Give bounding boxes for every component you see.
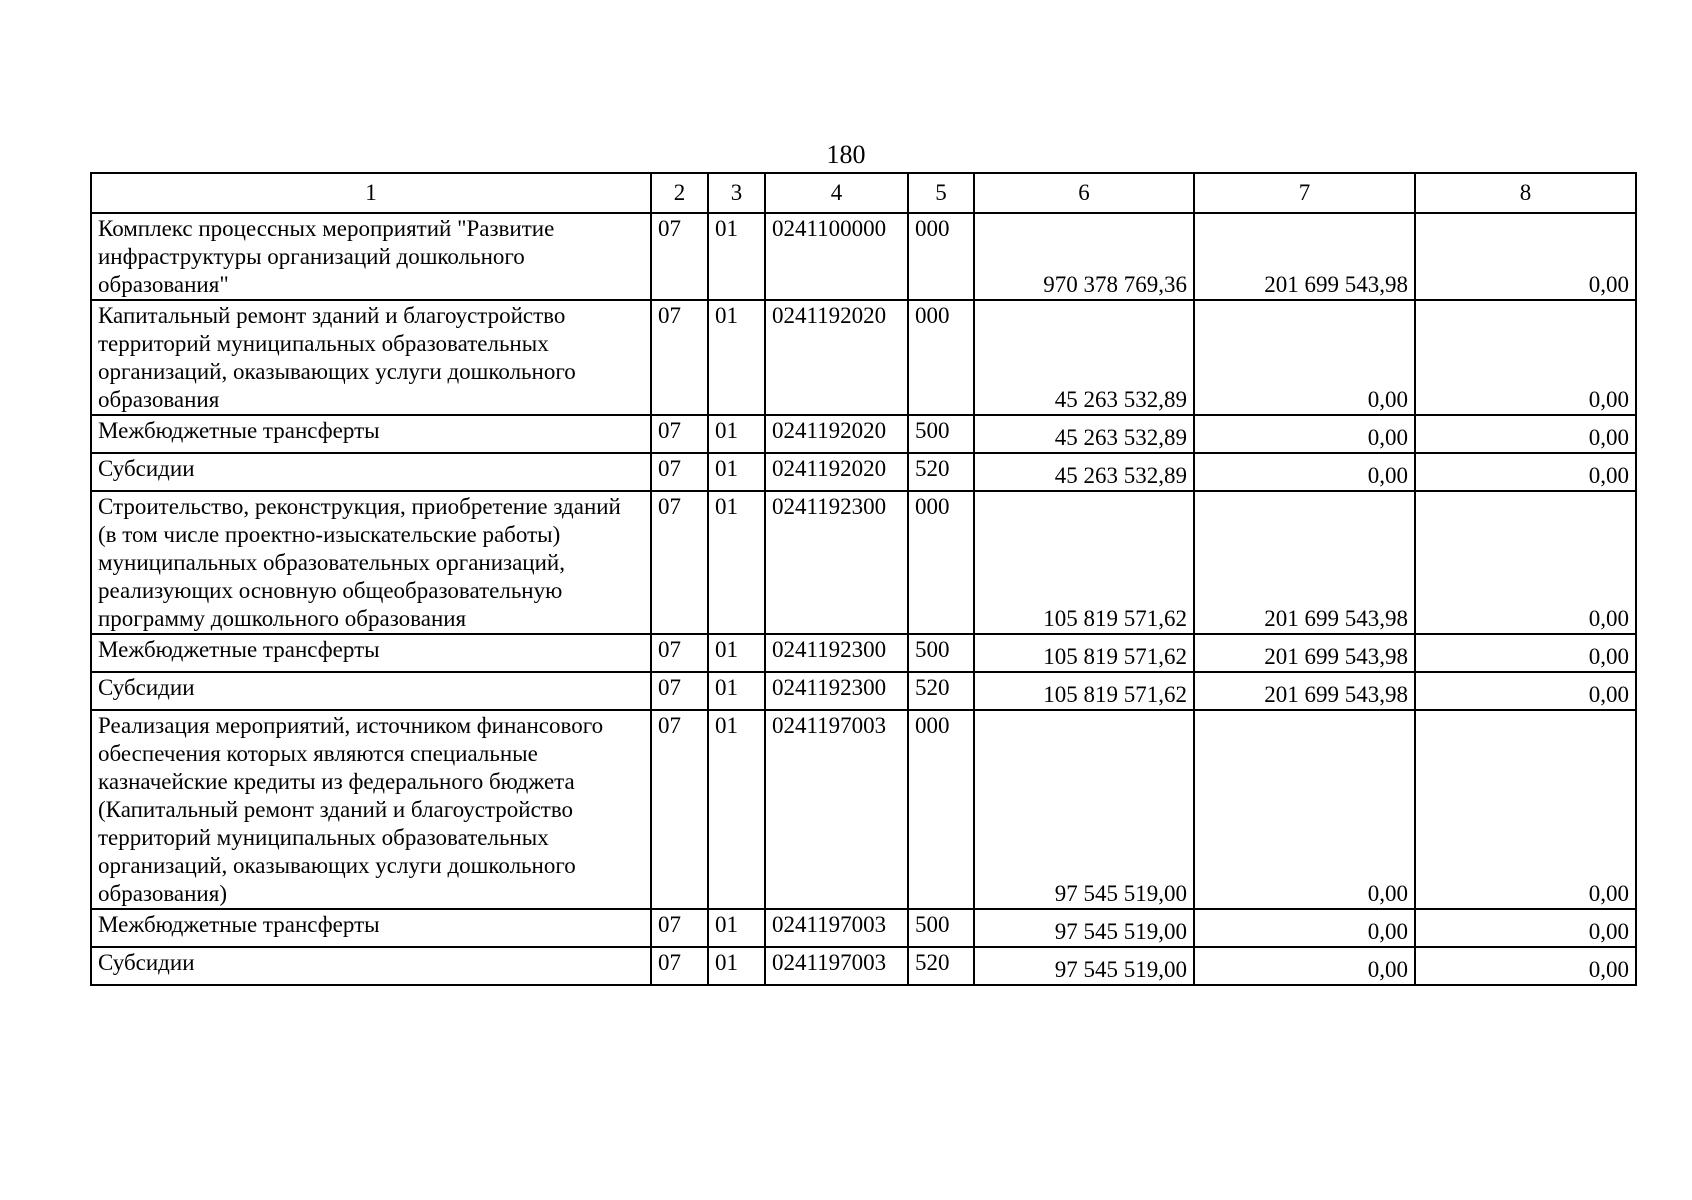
amount-col6-cell: 105 819 571,62 [974, 491, 1194, 634]
amount-col8-cell: 0,00 [1415, 415, 1636, 453]
amount-col6-cell: 97 545 519,00 [974, 710, 1194, 909]
amount-col7-cell: 0,00 [1194, 710, 1415, 909]
expense-type-cell: 000 [908, 213, 974, 300]
expense-type-cell: 000 [908, 491, 974, 634]
target-article-cell: 0241192020 [765, 300, 908, 415]
target-article-cell: 0241100000 [765, 213, 908, 300]
amount-col8-cell: 0,00 [1415, 947, 1636, 985]
table-row [91, 453, 1636, 491]
page-number: 180 [826, 140, 866, 169]
table-row [91, 909, 1636, 947]
column-header: 8 [1415, 173, 1636, 213]
expense-name-cell: Межбюджетные трансферты [91, 415, 651, 453]
amount-col8-cell: 0,00 [1415, 300, 1636, 415]
table-row [91, 947, 1636, 985]
expense-name-cell: Межбюджетные трансферты [91, 634, 651, 672]
target-article-cell: 0241197003 [765, 947, 908, 985]
expense-type-cell: 000 [908, 710, 974, 909]
target-article-cell: 0241197003 [765, 710, 908, 909]
amount-col7-cell: 0,00 [1194, 453, 1415, 491]
column-header: 3 [708, 173, 765, 213]
target-article-cell: 0241192300 [765, 491, 908, 634]
expense-type-cell: 500 [908, 415, 974, 453]
column-header: 7 [1194, 173, 1415, 213]
amount-col7-cell: 0,00 [1194, 300, 1415, 415]
amount-col6-cell: 45 263 532,89 [974, 415, 1194, 453]
amount-col7-cell: 0,00 [1194, 947, 1415, 985]
target-article-cell: 0241192020 [765, 415, 908, 453]
column-header: 5 [908, 173, 974, 213]
section-code-cell: 07 [651, 300, 708, 415]
table-header-row [91, 173, 1636, 213]
amount-col7-cell: 201 699 543,98 [1194, 491, 1415, 634]
amount-col8-cell: 0,00 [1415, 672, 1636, 710]
column-header: 1 [91, 173, 651, 213]
subsection-code-cell: 01 [708, 672, 765, 710]
expense-name-cell: Субсидии [91, 672, 651, 710]
subsection-code-cell: 01 [708, 710, 765, 909]
expense-name-cell: Реализация мероприятий, источником финансового обеспечения которых являются специальные казначейские кредиты из федерального бюджета (Капитальный ремонт зданий и благоустройство территорий муниципальных образовательных организаций, оказывающих услуги дошкольного образования) [91, 710, 651, 909]
amount-col8-cell: 0,00 [1415, 213, 1636, 300]
target-article-cell: 0241192300 [765, 634, 908, 672]
section-code-cell: 07 [651, 415, 708, 453]
section-code-cell: 07 [651, 453, 708, 491]
table-row [91, 300, 1636, 415]
target-article-cell: 0241192300 [765, 672, 908, 710]
amount-col7-cell: 0,00 [1194, 415, 1415, 453]
subsection-code-cell: 01 [708, 213, 765, 300]
expense-type-cell: 500 [908, 909, 974, 947]
subsection-code-cell: 01 [708, 909, 765, 947]
amount-col7-cell: 201 699 543,98 [1194, 672, 1415, 710]
amount-col8-cell: 0,00 [1415, 710, 1636, 909]
table-row [91, 415, 1636, 453]
amount-col6-cell: 45 263 532,89 [974, 453, 1194, 491]
amount-col6-cell: 105 819 571,62 [974, 634, 1194, 672]
expense-type-cell: 520 [908, 672, 974, 710]
subsection-code-cell: 01 [708, 415, 765, 453]
amount-col6-cell: 45 263 532,89 [974, 300, 1194, 415]
subsection-code-cell: 01 [708, 300, 765, 415]
amount-col7-cell: 201 699 543,98 [1194, 634, 1415, 672]
subsection-code-cell: 01 [708, 491, 765, 634]
column-header: 4 [765, 173, 908, 213]
amount-col6-cell: 97 545 519,00 [974, 947, 1194, 985]
expense-name-cell: Капитальный ремонт зданий и благоустройство территорий муниципальных образовательных организаций, оказывающих услуги дошкольного образования [91, 300, 651, 415]
amount-col8-cell: 0,00 [1415, 453, 1636, 491]
table-row [91, 491, 1636, 634]
section-code-cell: 07 [651, 213, 708, 300]
subsection-code-cell: 01 [708, 947, 765, 985]
section-code-cell: 07 [651, 672, 708, 710]
expense-name-cell: Субсидии [91, 453, 651, 491]
column-header: 2 [651, 173, 708, 213]
table-row [91, 710, 1636, 909]
table-row [91, 213, 1636, 300]
amount-col7-cell: 0,00 [1194, 909, 1415, 947]
target-article-cell: 0241192020 [765, 453, 908, 491]
amount-col6-cell: 970 378 769,36 [974, 213, 1194, 300]
amount-col6-cell: 105 819 571,62 [974, 672, 1194, 710]
expense-type-cell: 000 [908, 300, 974, 415]
amount-col8-cell: 0,00 [1415, 634, 1636, 672]
section-code-cell: 07 [651, 710, 708, 909]
expense-name-cell: Комплекс процессных мероприятий "Развитие инфраструктуры организаций дошкольного образования" [91, 213, 651, 300]
subsection-code-cell: 01 [708, 453, 765, 491]
section-code-cell: 07 [651, 909, 708, 947]
amount-col7-cell: 201 699 543,98 [1194, 213, 1415, 300]
section-code-cell: 07 [651, 491, 708, 634]
expense-type-cell: 520 [908, 453, 974, 491]
column-header: 6 [974, 173, 1194, 213]
table-row [91, 672, 1636, 710]
target-article-cell: 0241197003 [765, 909, 908, 947]
section-code-cell: 07 [651, 634, 708, 672]
amount-col8-cell: 0,00 [1415, 909, 1636, 947]
expense-type-cell: 520 [908, 947, 974, 985]
section-code-cell: 07 [651, 947, 708, 985]
subsection-code-cell: 01 [708, 634, 765, 672]
amount-col8-cell: 0,00 [1415, 491, 1636, 634]
expense-name-cell: Субсидии [91, 947, 651, 985]
expense-name-cell: Межбюджетные трансферты [91, 909, 651, 947]
expense-type-cell: 500 [908, 634, 974, 672]
budget-table [90, 172, 1637, 986]
table-row [91, 634, 1636, 672]
amount-col6-cell: 97 545 519,00 [974, 909, 1194, 947]
expense-name-cell: Строительство, реконструкция, приобретение зданий (в том числе проектно-изыскательские работы) муниципальных образовательных организаций, реализующих основную общеобразовательную программу дошкольного образования [91, 491, 651, 634]
